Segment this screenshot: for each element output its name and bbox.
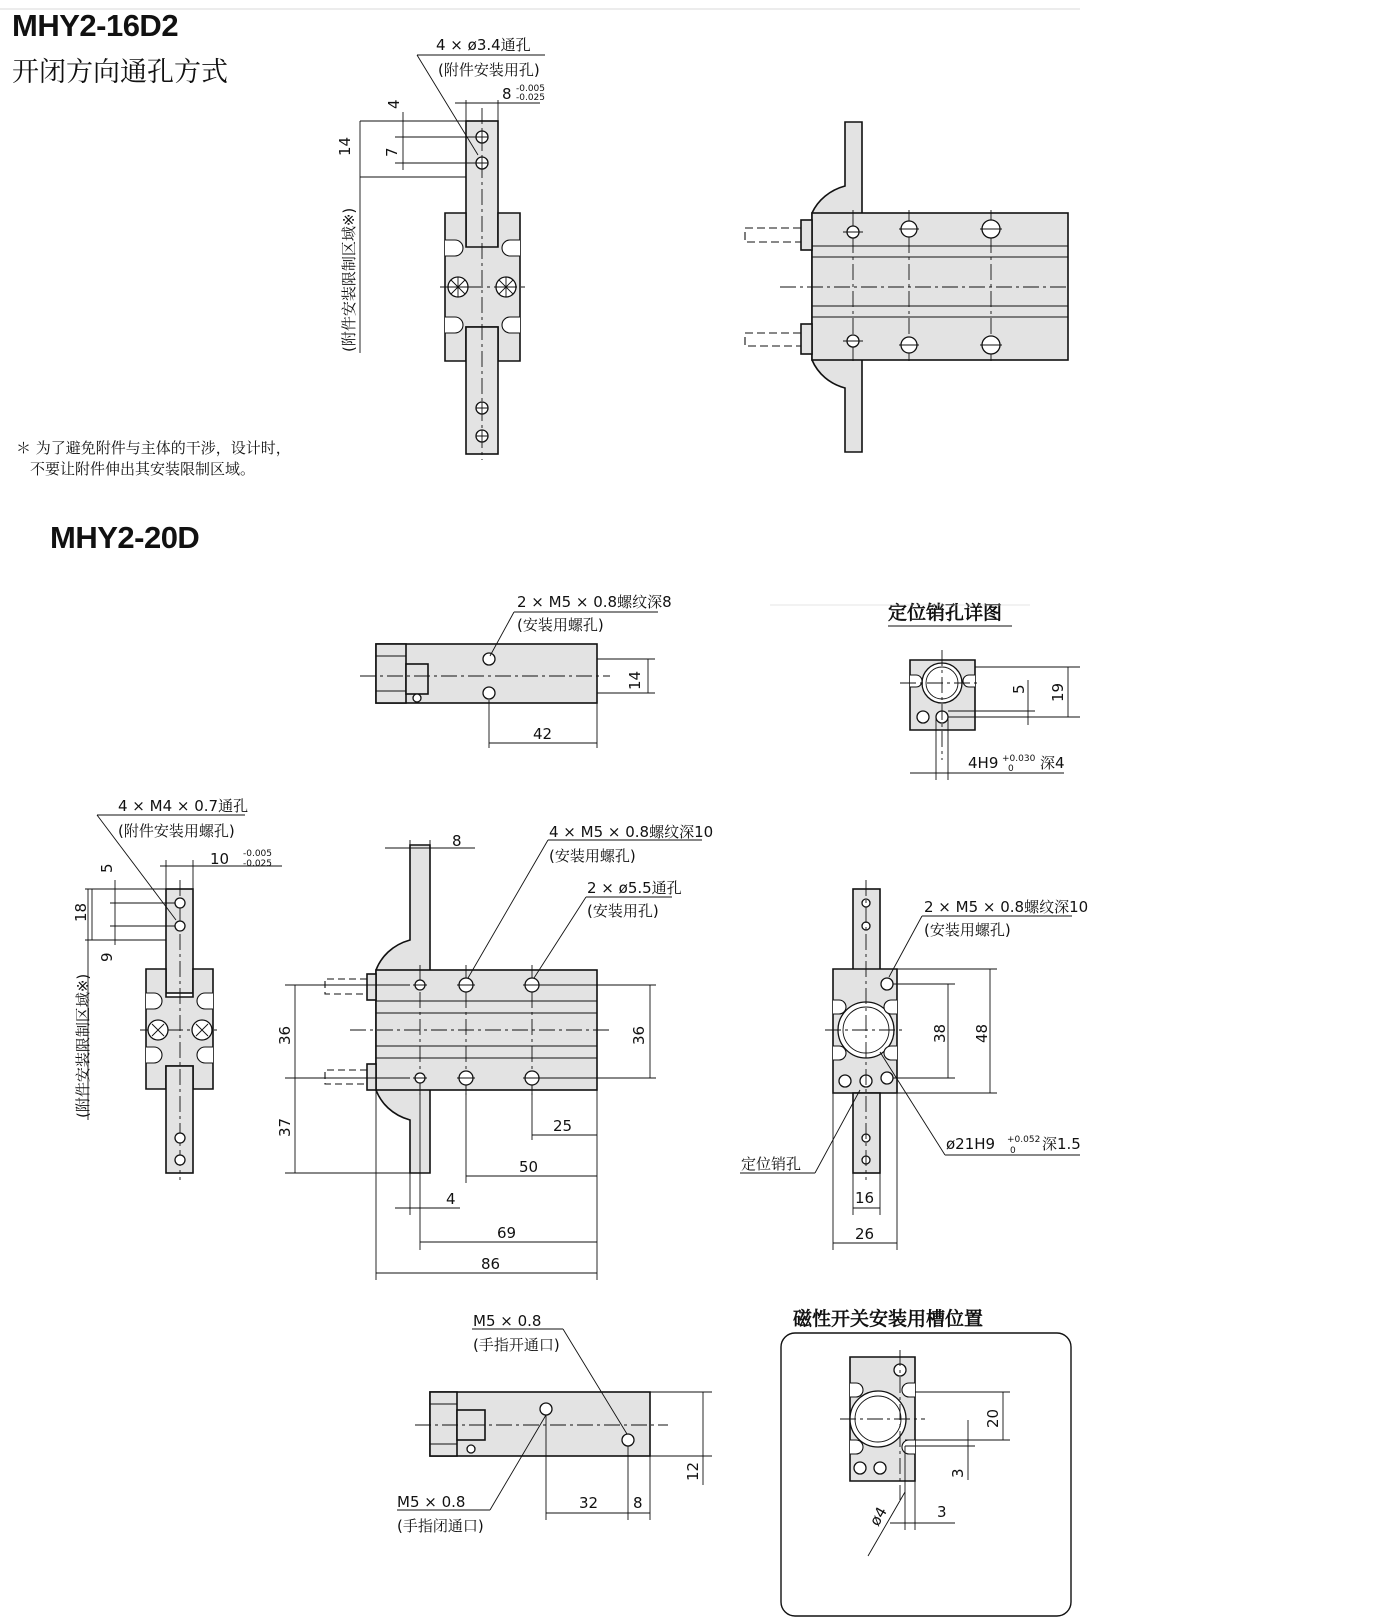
label-a1b: (附件安装用孔) bbox=[438, 61, 540, 79]
label-h2: 3 bbox=[949, 1468, 967, 1478]
label-g2: M5 × 0.8 bbox=[397, 1493, 466, 1511]
label-g3: 12 bbox=[684, 1461, 702, 1481]
label-g5: 8 bbox=[633, 1494, 643, 1512]
gripper-20-top-view-vertical bbox=[140, 880, 220, 1180]
label-d4: 18 bbox=[72, 902, 90, 922]
label-e7: 25 bbox=[553, 1117, 573, 1135]
label-b1b: (安装用螺孔) bbox=[517, 616, 604, 634]
label-g4: 32 bbox=[579, 1494, 599, 1512]
label-d3: 5 bbox=[98, 863, 116, 873]
label-a4: 7 bbox=[383, 147, 401, 157]
label-e1: 8 bbox=[452, 832, 462, 850]
label-e2b: (安装用螺孔) bbox=[549, 847, 636, 865]
subtitle-top: 开闭方向通孔方式 bbox=[12, 57, 228, 88]
gripper-20-top-view bbox=[360, 612, 658, 748]
note-line-1: ＊ 为了避免附件与主体的干涉，设计时， bbox=[16, 439, 291, 457]
label-g2b: (手指闭通口) bbox=[397, 1517, 484, 1535]
label-e4: 36 bbox=[276, 1025, 294, 1045]
label-f1b: (安装用螺孔) bbox=[924, 921, 1011, 939]
label-a6: (附件安装限制区域※) bbox=[340, 207, 358, 352]
label-a2: 8 bbox=[502, 85, 512, 103]
label-e11: 86 bbox=[481, 1255, 501, 1273]
label-e3b: (安装用孔) bbox=[587, 902, 659, 920]
label-f6: 16 bbox=[855, 1189, 875, 1207]
label-f4tol1: +0.052 bbox=[1007, 1135, 1041, 1145]
label-e9: 4 bbox=[446, 1190, 456, 1208]
gripper-20-bottom-view bbox=[397, 1329, 712, 1520]
label-b1: 2 × M5 × 0.8螺纹深8 bbox=[517, 593, 672, 611]
label-f1: 2 × M5 × 0.8螺纹深10 bbox=[924, 898, 1089, 916]
label-d6: (附件安装限制区域※) bbox=[74, 973, 92, 1118]
label-f5: 定位销孔 bbox=[741, 1155, 802, 1173]
note-line-2: 不要让附件伸出其安装限制区域。 bbox=[30, 460, 256, 478]
label-c3tol2: 0 bbox=[1008, 764, 1014, 774]
label-d2tol2: -0.025 bbox=[243, 859, 273, 869]
label-d5: 9 bbox=[98, 952, 116, 962]
label-h3: ø4 bbox=[865, 1503, 891, 1529]
label-d1: 4 × M4 × 0.7通孔 bbox=[118, 797, 249, 815]
gripper-16-top-view bbox=[440, 108, 525, 460]
label-f7: 26 bbox=[855, 1225, 875, 1243]
gripper-20-end-dims bbox=[740, 916, 1080, 1250]
label-e2: 4 × M5 × 0.8螺纹深10 bbox=[549, 823, 714, 841]
label-f4: ø21H9 bbox=[946, 1135, 996, 1153]
label-a2tol1: -0.005 bbox=[516, 84, 546, 94]
label-f3: 48 bbox=[973, 1023, 991, 1043]
gripper-16-side-view bbox=[745, 122, 1070, 452]
label-d1b: (附件安装用螺孔) bbox=[118, 822, 235, 840]
label-e3: 2 × ø5.5通孔 bbox=[587, 879, 682, 897]
label-a1: 4 × ø3.4通孔 bbox=[436, 36, 531, 54]
gripper-20-end-view bbox=[825, 880, 905, 1180]
model-title-bottom: MHY2-20D bbox=[50, 520, 200, 555]
label-g1b: (手指开通口) bbox=[473, 1336, 560, 1354]
label-b2: 14 bbox=[626, 670, 644, 690]
label-c1: 5 bbox=[1010, 684, 1028, 694]
label-f4b: 深1.5 bbox=[1042, 1135, 1081, 1153]
label-f4tol2: 0 bbox=[1010, 1146, 1016, 1156]
label-e10: 69 bbox=[497, 1224, 517, 1242]
label-e6: 37 bbox=[276, 1117, 294, 1137]
label-c3b: 深4 bbox=[1040, 754, 1065, 772]
switch-slot-title: 磁性开关安装用槽位置 bbox=[793, 1308, 984, 1330]
label-d2tol1: -0.005 bbox=[243, 849, 273, 859]
label-h1: 20 bbox=[984, 1408, 1002, 1428]
pin-detail-title: 定位销孔详图 bbox=[888, 602, 1003, 624]
label-b3: 42 bbox=[533, 725, 553, 743]
label-h4: 3 bbox=[937, 1503, 947, 1521]
label-e5: 36 bbox=[630, 1025, 648, 1045]
label-c2: 19 bbox=[1049, 682, 1067, 702]
label-a3: 4 bbox=[385, 99, 403, 109]
label-d2: 10 bbox=[210, 850, 230, 868]
label-a2tol2: -0.025 bbox=[516, 93, 546, 103]
label-a5: 14 bbox=[336, 136, 354, 156]
label-c3: 4H9 bbox=[968, 754, 999, 772]
switch-slot-panel bbox=[781, 1333, 1071, 1616]
label-f2: 38 bbox=[931, 1023, 949, 1043]
model-title-top: MHY2-16D2 bbox=[12, 8, 179, 43]
label-g1: M5 × 0.8 bbox=[473, 1312, 542, 1330]
label-e8: 50 bbox=[519, 1158, 539, 1176]
label-c3tol1: +0.030 bbox=[1002, 754, 1036, 764]
